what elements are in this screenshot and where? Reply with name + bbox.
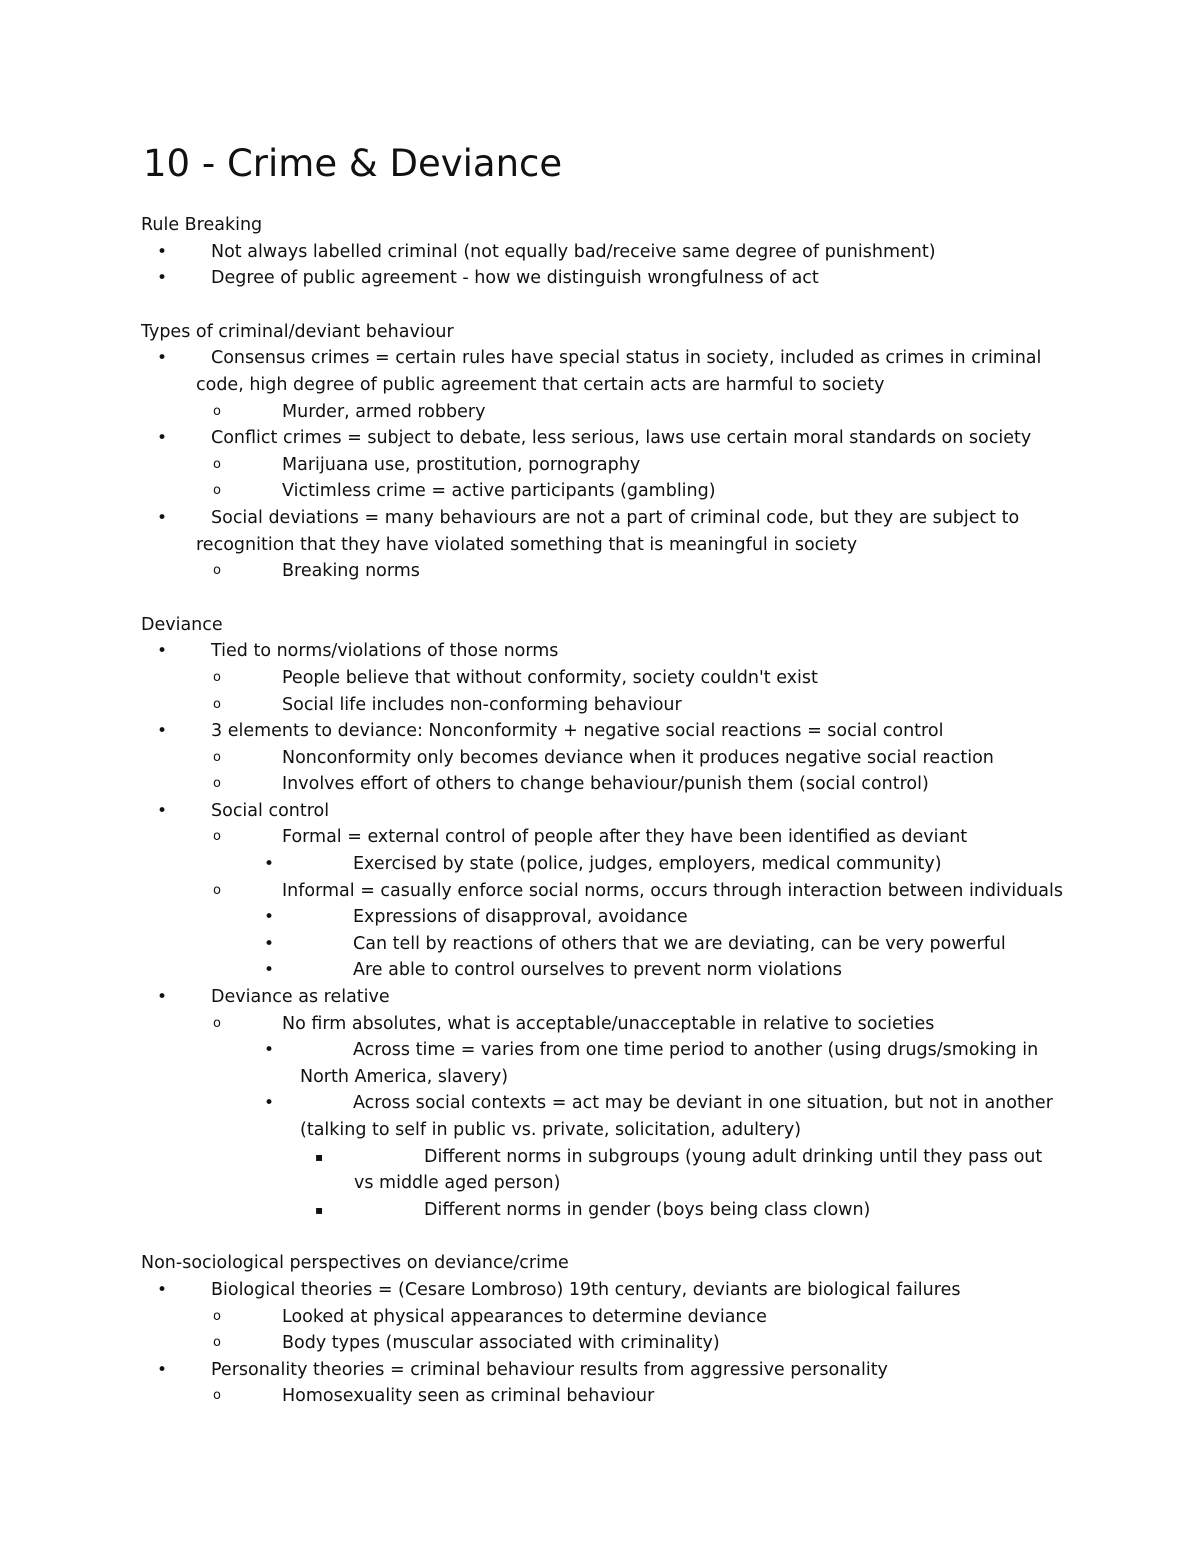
square-bullet-icon: ▪ — [315, 1202, 324, 1217]
list-item-level-1 — [0, 265, 1200, 292]
list-item-text: 3 elements to deviance: Nonconformity + negative social reactions = social control — [211, 721, 944, 742]
list-item-text: Consensus crimes = certain rules have special status in society, included as crimes in criminal — [211, 348, 1042, 369]
list-item-text: Homosexuality seen as criminal behaviour — [282, 1386, 655, 1407]
list-item-level-1 — [0, 798, 1200, 825]
bullet-icon: • — [157, 987, 168, 1008]
list-item-text: Expressions of disapproval, avoidance — [353, 907, 688, 928]
section-spacer — [0, 292, 1200, 319]
bullet-icon: • — [264, 1040, 275, 1061]
list-item-text: Personality theories = criminal behaviour results from aggressive personality — [211, 1359, 888, 1380]
list-item-level-4 — [0, 1197, 1200, 1224]
list-item-text: Not always labelled criminal (not equally bad/receive same degree of punishment) — [211, 241, 936, 262]
list-item-text: Are able to control ourselves to prevent norm violations — [353, 960, 842, 981]
list-item-text: People believe that without conformity, society couldn't exist — [282, 667, 818, 688]
hollow-circle-bullet-icon: o — [213, 669, 221, 685]
list-item-text: Involves effort of others to change behaviour/punish them (social control) — [282, 774, 929, 795]
list-item-continuation — [0, 1117, 1200, 1144]
square-bullet-icon: ▪ — [315, 1149, 324, 1164]
list-item-level-1 — [0, 505, 1200, 532]
hollow-circle-bullet-icon: o — [213, 563, 221, 579]
list-item-text: Deviance as relative — [211, 987, 390, 1008]
list-item-level-2 — [0, 452, 1200, 479]
list-item-text: Exercised by state (police, judges, employers, medical community) — [353, 854, 942, 875]
outline-section — [0, 319, 1200, 585]
list-item-text: recognition that they have violated something that is meaningful in society — [196, 534, 858, 555]
hollow-circle-bullet-icon: o — [213, 456, 221, 472]
list-item-level-1 — [0, 1357, 1200, 1384]
list-item-level-1 — [0, 345, 1200, 372]
list-item-text: Body types (muscular associated with criminality) — [282, 1333, 720, 1354]
list-item-level-3 — [0, 931, 1200, 958]
bullet-icon: • — [157, 428, 168, 449]
section-spacer — [0, 585, 1200, 612]
list-item-text: Informal = casually enforce social norms, occurs through interaction between individuals — [282, 880, 1063, 901]
hollow-circle-bullet-icon: o — [213, 483, 221, 499]
list-item-level-2 — [0, 771, 1200, 798]
bullet-icon: • — [157, 800, 168, 821]
hollow-circle-bullet-icon: o — [213, 882, 221, 898]
list-item-text: Across social contexts = act may be deviant in one situation, but not in another — [353, 1093, 1053, 1114]
bullet-icon: • — [157, 348, 168, 369]
list-item-text: Across time = varies from one time period to another (using drugs/smoking in — [353, 1040, 1039, 1061]
hollow-circle-bullet-icon: o — [213, 776, 221, 792]
bullet-icon: • — [264, 933, 275, 954]
list-item-level-1 — [0, 984, 1200, 1011]
document-body — [0, 212, 1200, 1410]
list-item-text: Breaking norms — [282, 561, 420, 582]
list-item-text: Social deviations = many behaviours are not a part of criminal code, but they are subject to — [211, 507, 1020, 528]
section-heading: Rule Breaking — [141, 215, 263, 235]
list-item-level-3 — [0, 1090, 1200, 1117]
outline-section — [0, 1250, 1200, 1410]
bullet-icon: • — [157, 641, 168, 662]
outline-section — [0, 212, 1200, 292]
list-item-text: code, high degree of public agreement that certain acts are harmful to society — [196, 374, 885, 395]
bullet-icon: • — [157, 241, 168, 262]
list-item-text: Murder, armed robbery — [282, 401, 486, 422]
hollow-circle-bullet-icon: o — [213, 1388, 221, 1404]
list-item-level-2 — [0, 1383, 1200, 1410]
list-item-level-3 — [0, 904, 1200, 931]
bullet-icon: • — [264, 907, 275, 928]
list-item-text: No firm absolutes, what is acceptable/unacceptable in relative to societies — [282, 1013, 935, 1034]
list-item-text: Marijuana use, prostitution, pornography — [282, 454, 641, 475]
list-item-text: Can tell by reactions of others that we are deviating, can be very powerful — [353, 933, 1006, 954]
list-item-level-2 — [0, 692, 1200, 719]
hollow-circle-bullet-icon: o — [213, 696, 221, 712]
section-heading: Deviance — [141, 614, 223, 635]
bullet-icon: • — [157, 507, 168, 528]
list-item-level-3 — [0, 1037, 1200, 1064]
page-title: 10 - Crime & Deviance — [143, 142, 563, 185]
hollow-circle-bullet-icon: o — [213, 1015, 221, 1031]
list-item-level-2 — [0, 558, 1200, 585]
bullet-icon: • — [264, 960, 275, 981]
list-item-continuation — [0, 532, 1200, 559]
list-item-level-1 — [0, 239, 1200, 266]
list-item-level-1 — [0, 425, 1200, 452]
list-item-level-3 — [0, 851, 1200, 878]
list-item-text: Social life includes non-conforming behaviour — [282, 694, 682, 715]
list-item-text: Tied to norms/violations of those norms — [211, 641, 559, 662]
list-item-level-2 — [0, 665, 1200, 692]
hollow-circle-bullet-icon: o — [213, 1308, 221, 1324]
hollow-circle-bullet-icon: o — [213, 829, 221, 845]
list-item-text: North America, slavery) — [300, 1066, 509, 1087]
list-item-continuation — [0, 1170, 1200, 1197]
bullet-icon: • — [157, 268, 168, 289]
bullet-icon: • — [157, 1279, 168, 1300]
list-item-level-1 — [0, 638, 1200, 665]
list-item-level-3 — [0, 957, 1200, 984]
section-heading: Non-sociological perspectives on deviance/crime — [141, 1253, 569, 1274]
list-item-level-2 — [0, 1304, 1200, 1331]
list-item-text: Victimless crime = active participants (gambling) — [282, 481, 716, 502]
list-item-continuation — [0, 372, 1200, 399]
list-item-level-2 — [0, 1330, 1200, 1357]
list-item-text: vs middle aged person) — [354, 1173, 561, 1194]
list-item-level-1 — [0, 1277, 1200, 1304]
list-item-text: Formal = external control of people after they have been identified as deviant — [282, 827, 968, 848]
list-item-level-2 — [0, 1011, 1200, 1038]
list-item-level-1 — [0, 718, 1200, 745]
list-item-text: (talking to self in public vs. private, solicitation, adultery) — [300, 1120, 802, 1140]
section-spacer — [0, 1223, 1200, 1250]
list-item-text: Biological theories = (Cesare Lombroso) 19th century, deviants are biological failures — [211, 1279, 961, 1300]
list-item-text: Degree of public agreement - how we distinguish wrongfulness of act — [211, 268, 819, 289]
list-item-text: Nonconformity only becomes deviance when it produces negative social reaction — [282, 747, 994, 768]
list-item-text: Looked at physical appearances to determine deviance — [282, 1306, 767, 1327]
list-item-level-4 — [0, 1144, 1200, 1171]
section-heading: Types of criminal/deviant behaviour — [141, 321, 454, 342]
hollow-circle-bullet-icon: o — [213, 1335, 221, 1351]
list-item-level-2 — [0, 878, 1200, 905]
list-item-text: Different norms in subgroups (young adult drinking until they pass out — [424, 1146, 1043, 1167]
list-item-text: Social control — [211, 800, 330, 821]
list-item-text: Different norms in gender (boys being class clown) — [424, 1199, 871, 1220]
bullet-icon: • — [264, 854, 275, 875]
hollow-circle-bullet-icon: o — [213, 403, 221, 419]
list-item-level-2 — [0, 478, 1200, 505]
list-item-level-2 — [0, 399, 1200, 426]
bullet-icon: • — [264, 1093, 275, 1114]
list-item-level-2 — [0, 824, 1200, 851]
list-item-continuation — [0, 1064, 1200, 1091]
list-item-text: Conflict crimes = subject to debate, less serious, laws use certain moral standards on society — [211, 428, 1032, 449]
bullet-icon: • — [157, 1359, 168, 1380]
list-item-level-2 — [0, 745, 1200, 772]
outline-section — [0, 612, 1200, 1224]
hollow-circle-bullet-icon: o — [213, 749, 221, 765]
bullet-icon: • — [157, 721, 168, 742]
